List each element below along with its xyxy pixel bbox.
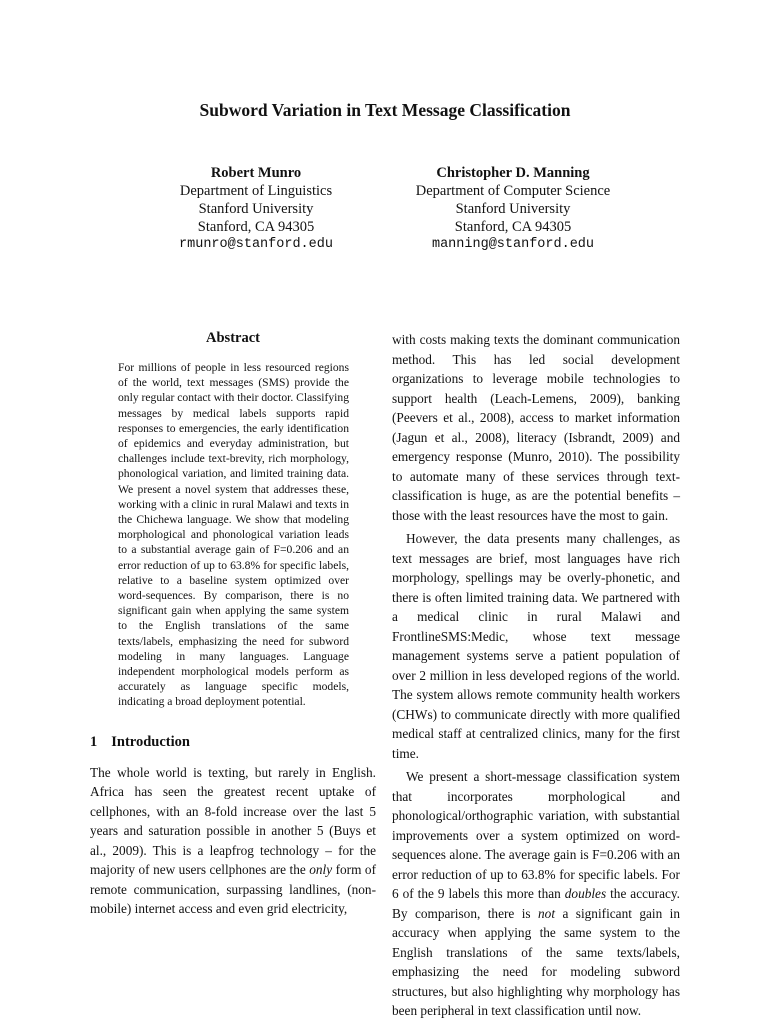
author-name: Robert Munro [210, 165, 302, 181]
right-p3-text-b: the accuracy. By comparison, there is [392, 886, 681, 921]
author-location: Stanford, CA 94305 [454, 219, 572, 235]
author-location: Stanford, CA 94305 [197, 219, 315, 235]
right-paragraph-2: However, the data presents many challenges, as text messages are brief, most languages have rich morphology, spellings may be overly-phonetic, and there is often limited training data. We partnered with a medical clinic in rural Malawi and FrontlineSMS:Medic, whose text message management systems serve a patient population of over 2 million in less developed regions of the world. The system allows remote community health workers (CHWs) to communicate directly with more qualified medical staff at centralized clinics, many for the first time. [392, 531, 680, 761]
section-number: 1 [90, 733, 98, 750]
paper-title: Subword Variation in Text Message Classification [199, 100, 571, 120]
intro-p1-text-a: The whole world is texting, but rarely in English. Africa has seen the greatest recent uptake of cellphones, with an 8-fold increase over the last 5 years and saturation possible in another 5 (Buys et al., 2009). This is a leapfrog technology – for the majority of new users cellphones are the [90, 764, 376, 878]
abstract-heading: Abstract [206, 330, 260, 346]
left-column [90, 330, 376, 919]
intro-p1-text-b: form of remote communication, surpassing landlines, (non-mobile) internet access and even grid electricity, [90, 862, 377, 917]
right-p3-emphasis-doubles: doubles [564, 886, 607, 901]
section-heading-introduction [90, 734, 376, 751]
author-email: rmunro@stanford.edu [179, 237, 333, 252]
right-p3-text-a: We present a short-message classification system that incorporates morphological and phonological/orthographic variation, with substantial improvements over a system optimized on word-sequences alone. The average gain is F=0.206 with an error reduction of up to 63.8% for specific labels. For 6 of the 9 labels this more than [392, 769, 680, 901]
author-email: manning@stanford.edu [431, 237, 595, 252]
right-p3-text-c: a significant gain in accuracy when applying the same system to the English translations of the same texts/labels, emphasizing the need for modeling subword structures, but also highlighting why morphology has been peripheral in text classification until now. [392, 905, 680, 1018]
intro-p1-emphasis: only [309, 862, 333, 878]
author-block-munro [106, 164, 406, 254]
author-department: Department of Linguistics [179, 183, 333, 199]
author-university: Stanford University [455, 201, 571, 217]
section-title: Introduction [111, 733, 190, 750]
intro-paragraph-1 [90, 763, 376, 919]
author-university: Stanford University [198, 201, 314, 217]
abstract-text: For millions of people in less resourced regions of the world, text messages (SMS) provide the only regular contact with their doctor. Classifying messages by medical labels supports rapid responses to emergencies, the early identification of epidemics and everyday administration, but challenges include text-brevity, rich morphology, phonological variation, and limited training data. We present a novel system that addresses these, working with a clinic in rural Malawi and texts in the Chichewa language. We show that modeling morphological and phonological variation leads to a substantial average gain of F=0.206 and an error reduction of up to 63.8% for specific labels, relative to a baseline system optimized over word-sequences. By comparison, there is no significant gain when applying the same system to the English translations of the same texts/labels, emphasizing the need for subword modeling in many languages. Language independent morphological models perform as accurately as language specific models, indicating a broad deployment potential. [118, 361, 349, 709]
right-paragraph-1: with costs making texts the dominant communication method. This has led social development organizations to leverage mobile technologies to support health (Leach-Lemens, 2009), banking (Peevers et al., 2008), access to market information (Jagun et al., 2008), literacy (Isbrandt, 2009) and emergency response (Munro, 2010). The possibility to automate many of these services through text-classification is huge, as are the potential benefits – those with the least resources have the most to gain. [392, 332, 680, 523]
right-column [392, 330, 680, 1021]
author-block-manning [363, 164, 663, 254]
author-name: Christopher D. Manning [436, 165, 590, 181]
right-paragraph-3 [392, 767, 680, 1021]
author-department: Department of Computer Science [415, 183, 611, 199]
right-p3-emphasis-not: not [538, 905, 556, 921]
